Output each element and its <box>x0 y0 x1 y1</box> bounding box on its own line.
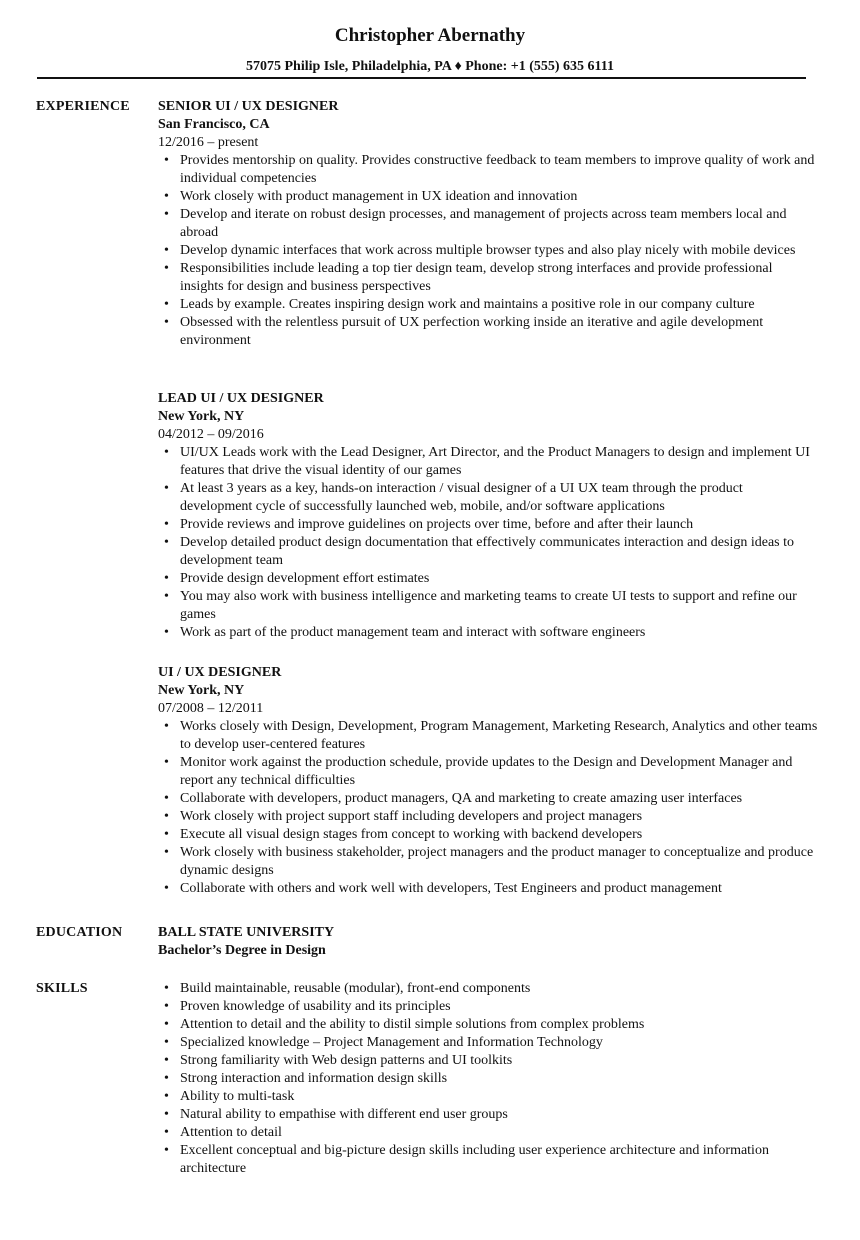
list-item <box>158 480 818 516</box>
job-title: UI / UX DESIGNER <box>158 665 282 680</box>
bullet-icon: • <box>164 261 169 276</box>
bullet-text: Execute all visual design stages from concept to working with backend developers <box>180 827 643 842</box>
bullet-icon: • <box>164 625 169 640</box>
skill-text: Excellent conceptual and big-picture design skills including user experience architecture and information architecture <box>180 1143 769 1176</box>
job-title: SENIOR UI / UX DESIGNER <box>158 99 339 114</box>
bullet-icon: • <box>164 1035 169 1050</box>
job-entry <box>158 390 818 642</box>
bullet-icon: • <box>164 243 169 258</box>
section-label-experience: EXPERIENCE <box>36 99 130 114</box>
header-divider <box>37 77 806 79</box>
bullet-text: Provides mentorship on quality. Provides constructive feedback to team members to improve quality of work and individual competencies <box>180 153 815 186</box>
list-item <box>158 718 818 754</box>
bullet-text: Collaborate with developers, product managers, QA and marketing to create amazing user interfaces <box>180 791 743 806</box>
bullet-icon: • <box>164 827 169 842</box>
bullet-text: Provide reviews and improve guidelines on projects over time, before and after their launch <box>180 517 694 532</box>
list-item <box>158 188 818 206</box>
job-location: New York, NY <box>158 683 245 698</box>
list-item <box>158 260 818 296</box>
job-entry <box>158 664 818 898</box>
bullet-icon: • <box>164 445 169 460</box>
bullet-text: Collaborate with others and work well with developers, Test Engineers and product management <box>180 881 722 896</box>
bullet-text: Work closely with product management in UX ideation and innovation <box>180 189 578 204</box>
bullet-icon: • <box>164 297 169 312</box>
bullet-icon: • <box>164 535 169 550</box>
bullet-text: Monitor work against the production schedule, provide updates to the Design and Development Manager and report any technical difficulties <box>180 755 793 788</box>
job-dates: 04/2012 – 09/2016 <box>158 427 264 442</box>
bullet-text: Responsibilities include leading a top tier design team, develop strong interfaces and provide professional insights for design and business perspectives <box>180 261 773 294</box>
bullet-icon: • <box>164 315 169 330</box>
list-item <box>158 242 818 260</box>
list-item <box>158 1124 818 1142</box>
bullet-icon: • <box>164 1017 169 1032</box>
list-item <box>158 844 818 880</box>
bullet-icon: • <box>164 1089 169 1104</box>
bullet-icon: • <box>164 791 169 806</box>
section-label-skills: SKILLS <box>36 981 88 996</box>
bullet-icon: • <box>164 1107 169 1122</box>
bullet-text: Develop dynamic interfaces that work across multiple browser types and also play nicely with mobile devices <box>180 243 796 258</box>
list-item <box>158 588 818 624</box>
list-item <box>158 790 818 808</box>
job-location: San Francisco, CA <box>158 117 270 132</box>
job-location: New York, NY <box>158 409 245 424</box>
list-item <box>158 1016 818 1034</box>
bullet-text: Obsessed with the relentless pursuit of UX perfection working inside an iterative and agile development environment <box>180 315 764 348</box>
list-item <box>158 1088 818 1106</box>
bullet-text: Work closely with project support staff including developers and project managers <box>180 809 643 824</box>
list-item <box>158 1070 818 1088</box>
skill-text: Attention to detail and the ability to distil simple solutions from complex problems <box>180 1017 645 1032</box>
job-bullets <box>158 718 818 898</box>
list-item <box>158 516 818 534</box>
list-item <box>158 808 818 826</box>
skill-text: Build maintainable, reusable (modular), front-end components <box>180 981 531 996</box>
education-degree: Bachelor’s Degree in Design <box>158 943 326 958</box>
list-item <box>158 826 818 844</box>
list-item <box>158 1142 818 1178</box>
list-item <box>158 1106 818 1124</box>
bullet-icon: • <box>164 755 169 770</box>
skill-text: Strong interaction and information design skills <box>180 1071 448 1086</box>
skill-text: Attention to detail <box>180 1125 282 1140</box>
job-bullets <box>158 152 818 350</box>
list-item <box>158 880 818 898</box>
skill-text: Specialized knowledge – Project Management and Information Technology <box>180 1035 603 1050</box>
list-item <box>158 1034 818 1052</box>
job-dates: 12/2016 – present <box>158 135 259 150</box>
bullet-icon: • <box>164 1125 169 1140</box>
list-item <box>158 754 818 790</box>
list-item <box>158 444 818 480</box>
skill-text: Strong familiarity with Web design patterns and UI toolkits <box>180 1053 513 1068</box>
skill-text: Proven knowledge of usability and its principles <box>180 999 451 1014</box>
list-item <box>158 314 818 350</box>
list-item <box>158 534 818 570</box>
bullet-text: Leads by example. Creates inspiring design work and maintains a positive role in our company culture <box>180 297 755 312</box>
list-item <box>158 296 818 314</box>
bullet-text: At least 3 years as a key, hands-on interaction / visual designer of a UI UX team through the product development cycle of successfully launched web, mobile, and/or software applications <box>180 481 743 514</box>
bullet-icon: • <box>164 719 169 734</box>
skill-text: Natural ability to empathise with different end user groups <box>180 1107 508 1122</box>
bullet-icon: • <box>164 845 169 860</box>
bullet-icon: • <box>164 999 169 1014</box>
job-title: LEAD UI / UX DESIGNER <box>158 391 324 406</box>
list-item <box>158 980 818 998</box>
bullet-icon: • <box>164 207 169 222</box>
bullet-icon: • <box>164 589 169 604</box>
job-dates: 07/2008 – 12/2011 <box>158 701 264 716</box>
list-item <box>158 1052 818 1070</box>
bullet-text: Develop and iterate on robust design processes, and management of projects across team members local and abroad <box>180 207 787 240</box>
bullet-icon: • <box>164 881 169 896</box>
bullet-icon: • <box>164 189 169 204</box>
skill-text: Ability to multi-task <box>180 1089 295 1104</box>
education-school: BALL STATE UNIVERSITY <box>158 925 335 940</box>
bullet-icon: • <box>164 1053 169 1068</box>
contact-line: 57075 Philip Isle, Philadelphia, PA ♦ Phone: +1 (555) 635 6111 <box>245 59 614 74</box>
skills-list <box>158 980 818 1178</box>
bullet-text: Work closely with business stakeholder, project managers and the product manager to conceptualize and produce dynamic designs <box>180 845 814 878</box>
bullet-text: You may also work with business intelligence and marketing teams to create UI tests to support and refine our games <box>180 589 797 622</box>
bullet-icon: • <box>164 571 169 586</box>
bullet-icon: • <box>164 481 169 496</box>
list-item <box>158 998 818 1016</box>
section-label-education: EDUCATION <box>36 925 123 940</box>
candidate-name: Christopher Abernathy <box>334 25 526 46</box>
bullet-text: Develop detailed product design documentation that effectively communicates interaction and design ideas to development team <box>180 535 794 568</box>
bullet-icon: • <box>164 809 169 824</box>
job-bullets <box>158 444 818 642</box>
bullet-icon: • <box>164 153 169 168</box>
bullet-icon: • <box>164 981 169 996</box>
bullet-icon: • <box>164 1143 169 1158</box>
list-item <box>158 206 818 242</box>
list-item <box>158 624 818 642</box>
list-item <box>158 570 818 588</box>
bullet-text: Work as part of the product management team and interact with software engineers <box>180 625 646 640</box>
list-item <box>158 152 818 188</box>
bullet-icon: • <box>164 1071 169 1086</box>
bullet-text: Works closely with Design, Development, Program Management, Marketing Research, Analytics and other teams to develop user-centered features <box>180 719 818 752</box>
bullet-text: Provide design development effort estimates <box>180 571 430 586</box>
bullet-icon: • <box>164 517 169 532</box>
skills-entry <box>158 980 818 1178</box>
education-entry <box>158 924 818 960</box>
bullet-text: UI/UX Leads work with the Lead Designer, Art Director, and the Product Managers to design and implement UI features that drive the visual identity of our games <box>180 445 810 478</box>
job-entry <box>158 98 818 350</box>
